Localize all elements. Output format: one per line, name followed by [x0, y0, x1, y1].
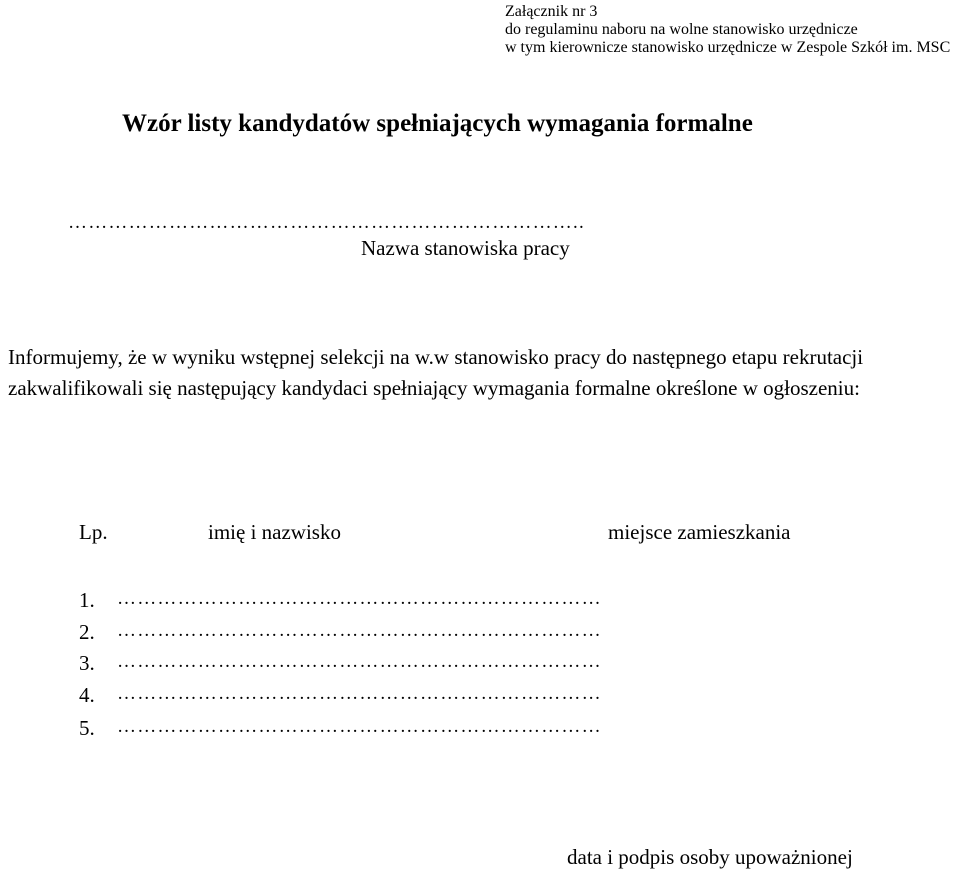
row-number: 3. — [79, 651, 95, 675]
position-name-label: Nazwa stanowiska pracy — [361, 236, 570, 260]
annex-number: Załącznik nr 3 — [505, 3, 598, 20]
row-fill-line: ……………………………………………………………… — [117, 651, 602, 672]
row-number: 2. — [79, 620, 95, 644]
row-fill-line: ……………………………………………………………… — [117, 683, 602, 704]
row-number: 4. — [79, 683, 95, 707]
row-number: 5. — [79, 716, 95, 740]
row-fill-line: ……………………………………………………………… — [117, 588, 602, 609]
row-fill-line: ……………………………………………………………… — [117, 620, 602, 641]
document-title: Wzór listy kandydatów spełniających wymagania formalne — [122, 110, 753, 137]
position-name-placeholder: ………………………………………………………………….. — [68, 212, 585, 233]
annex-position-line: w tym kierownicze stanowisko urzędnicze w Zespole Szkół im. MSC — [505, 39, 951, 56]
row-number: 1. — [79, 588, 95, 612]
signature-label: data i podpis osoby upoważnionej — [567, 845, 853, 869]
info-paragraph: Informujemy, że w wyniku wstępnej selekcji na w.w stanowisko pracy do następnego etapu rekrutacji zakwalifikowali się następujący kandydaci spełniający wymagania formalne określone w ogłoszeniu: — [8, 345, 864, 400]
row-fill-line: ……………………………………………………………… — [117, 716, 602, 737]
column-header-residence: miejsce zamieszkania — [608, 520, 791, 544]
column-header-lp: Lp. — [79, 520, 108, 544]
annex-regulation-line: do regulaminu naboru na wolne stanowisko urzędnicze — [505, 21, 858, 38]
column-header-name: imię i nazwisko — [208, 520, 341, 544]
